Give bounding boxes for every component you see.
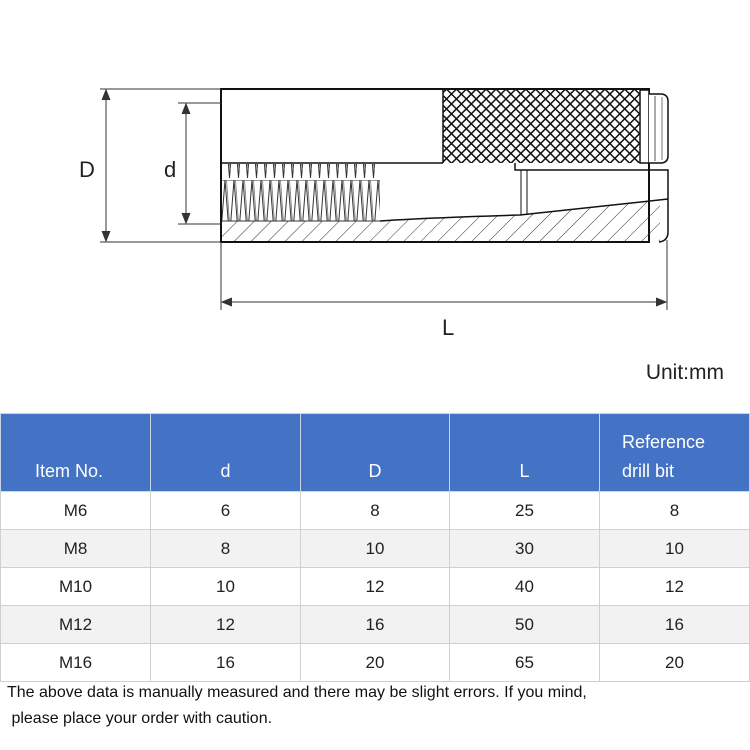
header-D: D <box>301 414 450 492</box>
cell-L: 30 <box>450 530 600 568</box>
cell-item: M8 <box>1 530 151 568</box>
anchor-end-lip <box>640 90 668 163</box>
anchor-technical-drawing <box>0 0 750 350</box>
cell-ref: 20 <box>600 644 750 682</box>
cell-ref: 16 <box>600 606 750 644</box>
dimension-d-label: d <box>164 157 177 182</box>
cell-d: 8 <box>151 530 301 568</box>
table-row <box>1 644 750 682</box>
cell-item: M12 <box>1 606 151 644</box>
cell-item: M10 <box>1 568 151 606</box>
cell-D: 8 <box>301 492 450 530</box>
cell-L: 65 <box>450 644 600 682</box>
cell-d: 10 <box>151 568 301 606</box>
table-row <box>1 606 750 644</box>
header-ref-line1: Reference <box>622 432 706 452</box>
dimension-D-label: D <box>79 157 95 182</box>
cell-d: 16 <box>151 644 301 682</box>
table-row <box>1 530 750 568</box>
cell-L: 25 <box>450 492 600 530</box>
dimension-L <box>221 240 667 310</box>
cell-item: M6 <box>1 492 151 530</box>
table-row <box>1 492 750 530</box>
cell-L: 50 <box>450 606 600 644</box>
cell-item: M16 <box>1 644 151 682</box>
cell-ref: 10 <box>600 530 750 568</box>
header-item-no: Item No. <box>1 414 151 492</box>
dimension-L-label: L <box>442 315 455 340</box>
internal-thread <box>222 164 380 221</box>
cell-d: 12 <box>151 606 301 644</box>
cell-D: 20 <box>301 644 450 682</box>
header-reference-drill-bit <box>600 414 750 492</box>
cell-D: 10 <box>301 530 450 568</box>
disclaimer-note <box>7 680 587 732</box>
cell-L: 40 <box>450 568 600 606</box>
table-header-row <box>1 414 750 492</box>
header-d: d <box>151 414 301 492</box>
dimension-d <box>178 103 221 224</box>
note-line1: The above data is manually measured and there may be slight errors. If you mind, <box>7 684 587 701</box>
cell-ref: 12 <box>600 568 750 606</box>
knurled-section <box>443 90 640 163</box>
cell-D: 12 <box>301 568 450 606</box>
dimension-D <box>100 89 221 242</box>
unit-label: Unit:mm <box>645 361 724 384</box>
cell-D: 16 <box>301 606 450 644</box>
header-L: L <box>450 414 600 492</box>
cell-ref: 8 <box>600 492 750 530</box>
header-ref-line2: drill bit <box>622 461 675 481</box>
cell-d: 6 <box>151 492 301 530</box>
note-line2: please place your order with caution. <box>7 710 273 727</box>
spec-table <box>0 413 750 682</box>
table-row <box>1 568 750 606</box>
